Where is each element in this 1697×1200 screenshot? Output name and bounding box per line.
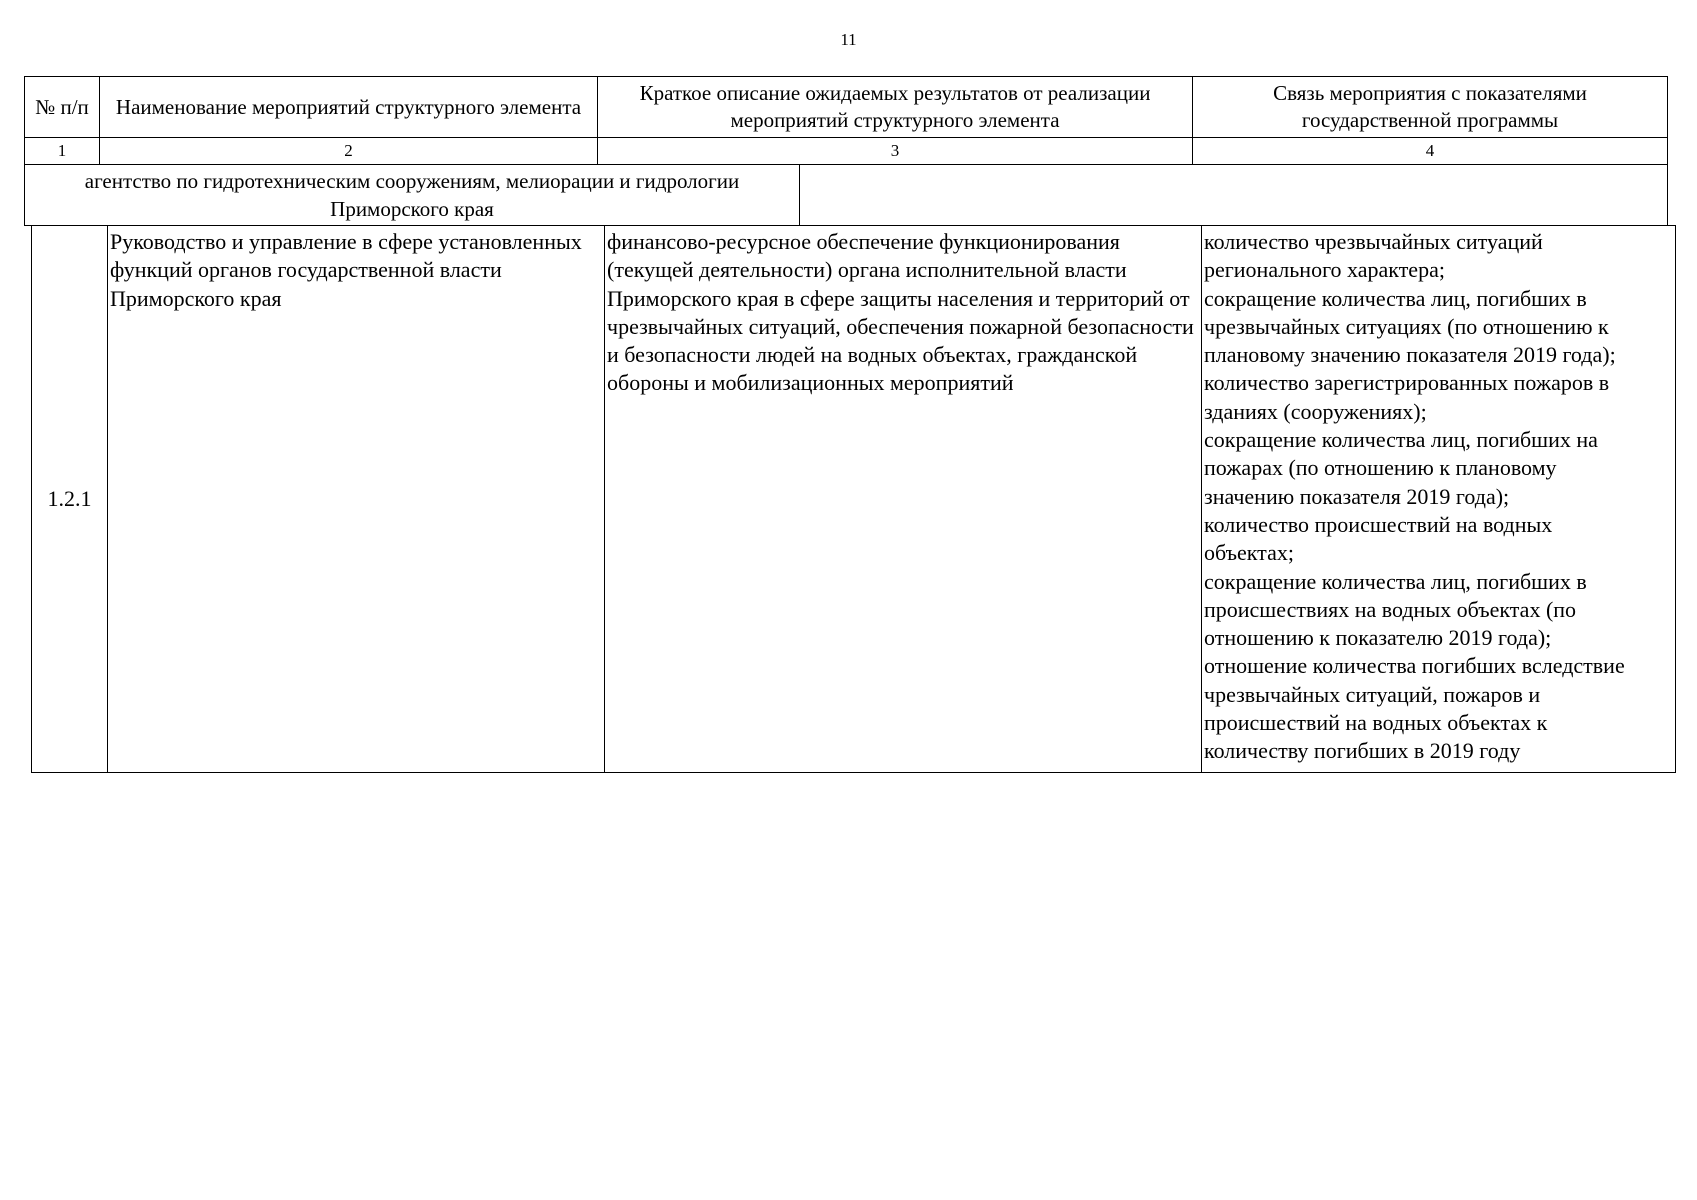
column-number-4: 4 [1192,137,1668,165]
section-empty-cell [799,164,1668,226]
indicator-line: сокращение количества лиц, погибших в [1204,568,1587,594]
indicator-line: значению показателя 2019 года); [1204,483,1510,509]
section-title: агентство по гидротехническим сооружениям, мелиорации и гидрологии Приморского края [24,164,800,226]
row-description-cell: финансово-ресурсное обеспечение функционирования (текущей деятельности) органа исполнительной власти Приморского края в сфере защиты населения и территорий от чрезвычайных ситуаций, обеспечения пожарной безопасности и безопасности людей на водных объектах, гражданской обороны и мобилизационных мероприятий [604,225,1202,773]
indicator-line: количеству погибших в 2019 году [1204,738,1521,764]
indicator-line: пожарах (по отношению к плановому [1204,455,1557,481]
indicator-line: плановому значению показателя 2019 года); [1204,342,1616,368]
indicator-line: происшествий на водных объектах к [1204,710,1548,736]
row-name-cell: Руководство и управление в сфере установленных функций органов государственной власти Приморского края [107,225,605,773]
indicator-line: количество чрезвычайных ситуаций [1204,229,1543,254]
header-cell-name: Наименование мероприятий структурного элемента [99,76,598,138]
header-cell-description: Краткое описание ожидаемых результатов от реализации мероприятий структурного элемента [597,76,1193,138]
indicator-line: чрезвычайных ситуаций, пожаров и [1204,681,1541,707]
indicator-line: чрезвычайных ситуациях (по отношению к [1204,313,1609,339]
indicator-line: отношение количества погибших вследствие [1204,653,1625,679]
column-number-1: 1 [24,137,100,165]
column-number-3: 3 [597,137,1193,165]
indicator-line: объектах; [1204,540,1294,566]
indicator-line: количество зарегистрированных пожаров в [1204,370,1610,396]
indicator-line: отношению к показателю 2019 года); [1204,625,1552,651]
page-number: 11 [840,30,857,49]
indicator-line: регионального характера; [1204,257,1445,283]
header-cell-number: № п/п [24,76,100,138]
indicator-line: происшествиях на водных объектах (по [1204,596,1577,622]
column-number-2: 2 [99,137,598,165]
header-cell-indicators: Связь мероприятия с показателями государственной программы [1192,76,1668,138]
indicator-line: количество происшествий на водных [1204,511,1553,537]
indicator-line: сокращение количества лиц, погибших на [1204,427,1598,453]
row-number-cell: 1.2.1 [31,225,108,773]
indicator-line: зданиях (сооружениях); [1204,398,1427,424]
row-indicators-cell [1201,225,1676,773]
indicator-line: сокращение количества лиц, погибших в [1204,285,1587,311]
